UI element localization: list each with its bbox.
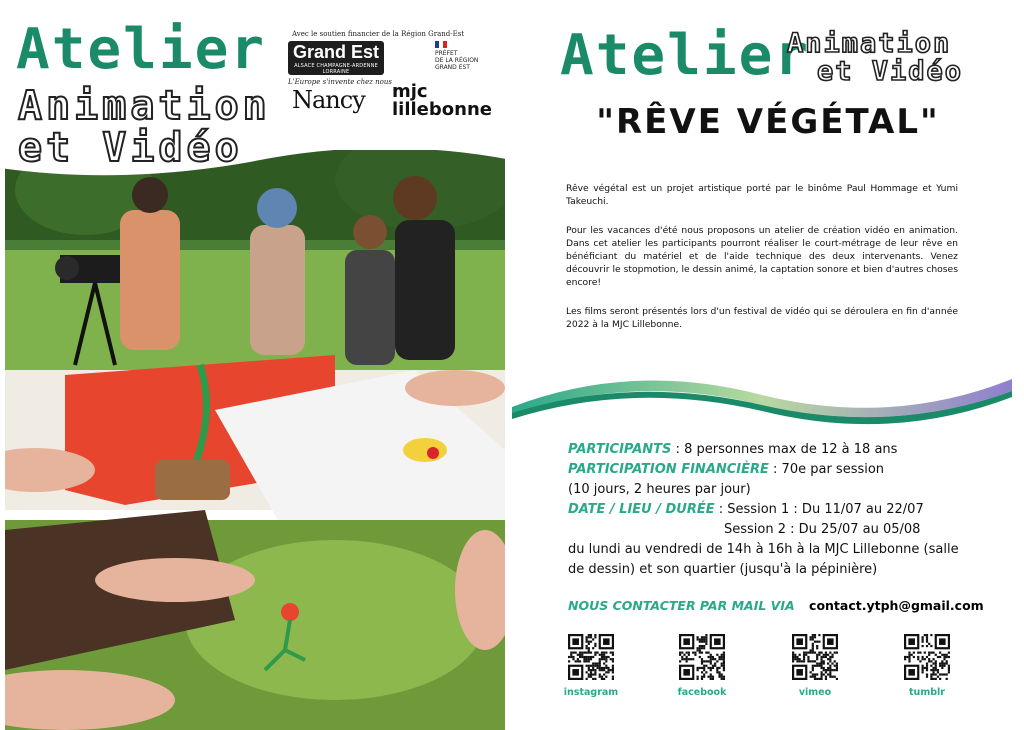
sponsor-text: Avec le soutien financier de la Région Grand-Est <box>292 30 465 38</box>
project-title: "RÊVE VÉGÉTAL" <box>596 102 940 142</box>
description-paragraph: Pour les vacances d'été nous proposons un atelier de création vidéo en animation. Dans cet atelier les participants pourront réaliser le court-métrage de leur rêve en bénéficiant du matériel et de l'aide technique des deux intervenants. Venez découvrir le stopmotion, le dessin animé, la captation sonore et bien d'autres choses encore! <box>566 225 958 288</box>
photo-collage <box>5 150 505 730</box>
poster-subtitle-line1: Animation <box>787 28 952 59</box>
poster-subtitle-line1: Animation <box>18 83 271 129</box>
social-label-facebook[interactable]: facebook <box>677 687 727 698</box>
financial-value: : 70e par session <box>768 462 885 477</box>
prefet-line: GRAND EST <box>435 64 470 71</box>
financial-note: (10 jours, 2 heures par jour) <box>568 482 751 497</box>
session1: : Session 1 : Du 11/07 au 22/07 <box>714 502 924 517</box>
contact-email[interactable]: contact.ytph@gmail.com <box>809 598 984 613</box>
grand-est-logo <box>288 41 384 75</box>
europe-slogan: L'Europe s'invente chez nous <box>288 78 392 86</box>
mjc-logo-line1: mjc <box>392 81 428 102</box>
social-label-vimeo[interactable]: vimeo <box>798 687 832 698</box>
poster-subtitle-line2: et Vidéo <box>817 56 964 87</box>
poster-subtitle-line2: et Vidéo <box>18 125 243 171</box>
social-label-tumblr[interactable]: tumblr <box>909 687 945 698</box>
schedule: du lundi au vendredi de 14h à 16h à la MJC Lillebonne (salle de dessin) et son quartier (jusqu'à la pépinière) <box>568 542 959 577</box>
french-flag-icon <box>435 41 447 48</box>
date-label: DATE / LIEU / DURÉE <box>568 502 715 517</box>
financial-line <box>568 460 978 480</box>
qr-code-icon[interactable] <box>679 634 725 680</box>
prefet-logo <box>435 41 495 71</box>
sponsor-logos <box>280 26 505 136</box>
qr-code-icon[interactable] <box>568 634 614 680</box>
intro-paragraph: Rêve végétal est un projet artistique porté par le binôme Paul Hommage et Yumi Takeuchi. <box>566 183 958 207</box>
date-line <box>568 500 978 520</box>
contact-label: NOUS CONTACTER PAR MAIL VIA <box>568 598 795 613</box>
nancy-logo: Nancy <box>292 86 365 114</box>
decorative-wave <box>512 365 1024 427</box>
collage-image <box>5 150 505 730</box>
prefet-line: DE LA RÉGION <box>435 57 479 64</box>
poster-title: Atelier <box>16 17 267 82</box>
poster-right-page <box>512 0 1024 730</box>
prefet-line: PRÉFET <box>435 50 458 57</box>
session2: Session 2 : Du 25/07 au 05/08 <box>724 522 921 537</box>
social-label-instagram[interactable]: instagram <box>563 687 619 698</box>
participants-label: PARTICIPANTS <box>568 442 672 457</box>
financial-label: PARTICIPATION FINANCIÈRE <box>568 462 769 477</box>
grand-est-name: Grand Est <box>292 42 380 62</box>
contact-line <box>568 598 984 613</box>
mjc-logo-line2: lillebonne <box>392 99 492 120</box>
grand-est-sub: ALSACE CHAMPAGNE-ARDENNE LORRAINE <box>294 63 378 75</box>
festival-paragraph: Les films seront présentés lors d'un festival de vidéo qui se déroulera en fin d'année 2022 à la MJC Lillebonne. <box>566 306 958 330</box>
participants-value: : 8 personnes max de 12 à 18 ans <box>671 442 898 457</box>
mjc-lillebonne-logo <box>392 83 492 119</box>
qr-code-icon[interactable] <box>792 634 838 680</box>
poster-title: Atelier <box>560 23 811 88</box>
qr-code-icon[interactable] <box>904 634 950 680</box>
participants-line <box>568 440 978 460</box>
